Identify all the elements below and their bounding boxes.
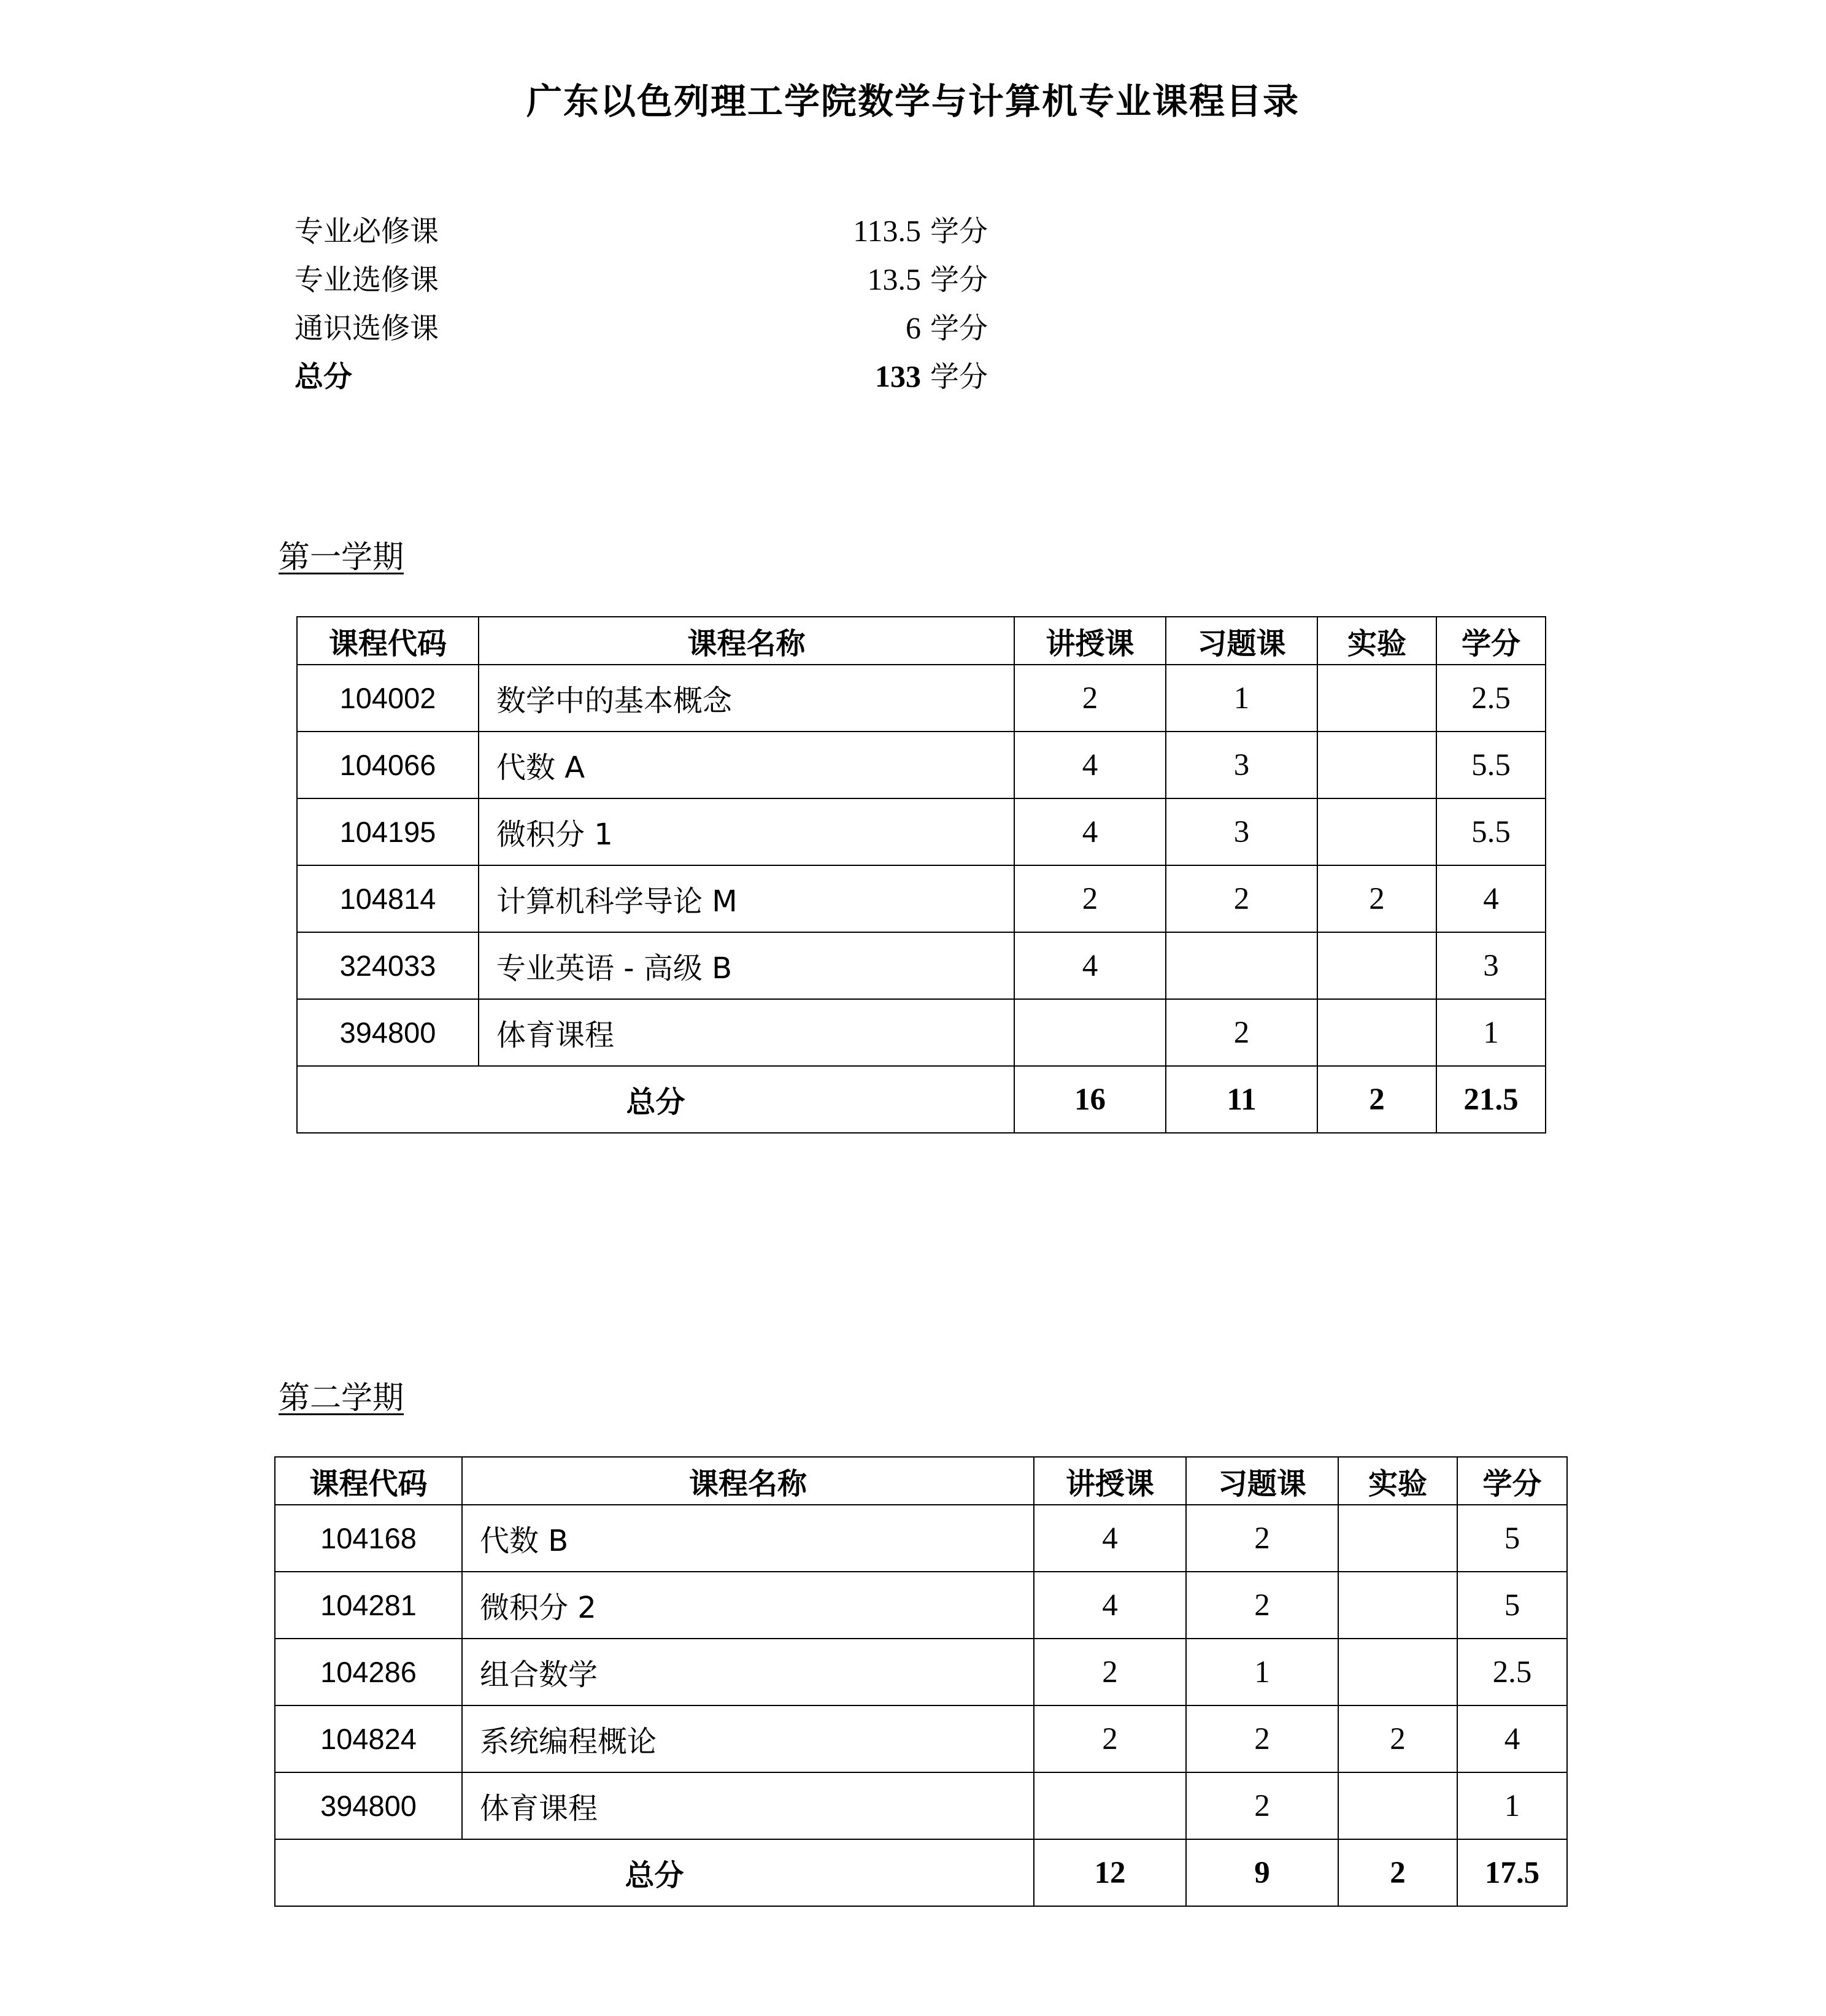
course-name: 代数 A: [479, 732, 1014, 798]
exercise-hours: 2: [1166, 999, 1317, 1066]
semester-2-table: [274, 1456, 1568, 1907]
lecture-hours: [1034, 1772, 1186, 1839]
course-credit: 1: [1436, 999, 1546, 1066]
lecture-hours: 4: [1034, 1572, 1186, 1639]
summary-label: 专业必修课: [295, 215, 439, 249]
summary-value: [906, 306, 988, 347]
table-row: [297, 865, 1546, 932]
header-lecture: 讲授课: [1034, 1457, 1186, 1505]
exercise-hours: [1166, 932, 1317, 999]
table-header-row: [275, 1457, 1567, 1505]
course-name: 系统编程概论: [462, 1705, 1034, 1772]
lab-hours: [1317, 665, 1436, 732]
course-credit: 3: [1436, 932, 1546, 999]
lab-hours: [1338, 1639, 1457, 1705]
credit-summary: [295, 209, 988, 403]
course-name: 专业英语 - 高级 B: [479, 932, 1014, 999]
exercise-hours: 2: [1186, 1572, 1338, 1639]
course-code: 104281: [275, 1572, 462, 1639]
course-code: 394800: [275, 1772, 462, 1839]
course-name: 代数 B: [462, 1505, 1034, 1572]
summary-row-total: [295, 354, 988, 403]
lab-hours: [1338, 1572, 1457, 1639]
table-row: [297, 665, 1546, 732]
semester-1-heading: 第一学期: [279, 539, 404, 576]
table-row: [275, 1572, 1567, 1639]
course-credit: 5.5: [1436, 798, 1546, 865]
lecture-hours: 2: [1014, 665, 1166, 732]
course-credit: 4: [1457, 1705, 1567, 1772]
exercise-hours: 2: [1186, 1772, 1338, 1839]
summary-number: 13.5: [867, 262, 922, 296]
lecture-hours: 4: [1014, 732, 1166, 798]
header-lecture: 讲授课: [1014, 617, 1166, 665]
table-row: [297, 732, 1546, 798]
summary-row-elective: [295, 257, 988, 306]
course-code: 104002: [297, 665, 479, 732]
course-code: 104168: [275, 1505, 462, 1572]
table-row: [275, 1705, 1567, 1772]
exercise-hours: 2: [1186, 1505, 1338, 1572]
summary-number: 113.5: [853, 214, 922, 248]
course-code: 104286: [275, 1639, 462, 1705]
lecture-hours: 2: [1034, 1639, 1186, 1705]
lab-hours: [1338, 1505, 1457, 1572]
semester-1-table: [296, 616, 1546, 1134]
lecture-hours: 4: [1034, 1505, 1186, 1572]
lab-hours: [1317, 732, 1436, 798]
header-credit: 学分: [1436, 617, 1546, 665]
lab-hours: [1317, 999, 1436, 1066]
course-credit: 1: [1457, 1772, 1567, 1839]
lecture-hours: 4: [1014, 798, 1166, 865]
summary-value: [853, 209, 988, 250]
header-exercise: 习题课: [1166, 617, 1317, 665]
course-code: 324033: [297, 932, 479, 999]
summary-unit: 学分: [930, 360, 988, 394]
lecture-hours: 4: [1014, 932, 1166, 999]
course-name: 组合数学: [462, 1639, 1034, 1705]
course-code: 104814: [297, 865, 479, 932]
exercise-hours: 2: [1166, 865, 1317, 932]
course-code: 394800: [297, 999, 479, 1066]
table-row: [297, 999, 1546, 1066]
header-credit: 学分: [1457, 1457, 1567, 1505]
total-row: [275, 1839, 1567, 1906]
total-credit: 21.5: [1436, 1066, 1546, 1133]
total-lab: 2: [1338, 1839, 1457, 1906]
total-row: [297, 1066, 1546, 1133]
summary-label: 通识选修课: [295, 312, 439, 346]
header-code: 课程代码: [297, 617, 479, 665]
exercise-hours: 1: [1186, 1639, 1338, 1705]
table-row: [297, 932, 1546, 999]
summary-number: 6: [906, 311, 922, 345]
total-exercise: 11: [1166, 1066, 1317, 1133]
summary-label: 总分: [295, 360, 352, 394]
lab-hours: [1317, 798, 1436, 865]
summary-unit: 学分: [930, 263, 988, 297]
summary-number: 133: [875, 359, 922, 393]
exercise-hours: 3: [1166, 798, 1317, 865]
course-credit: 2.5: [1436, 665, 1546, 732]
lecture-hours: 2: [1014, 865, 1166, 932]
total-exercise: 9: [1186, 1839, 1338, 1906]
course-code: 104824: [275, 1705, 462, 1772]
exercise-hours: 3: [1166, 732, 1317, 798]
course-credit: 5: [1457, 1572, 1567, 1639]
header-name: 课程名称: [479, 617, 1014, 665]
header-code: 课程代码: [275, 1457, 462, 1505]
summary-value: [868, 257, 988, 298]
course-name: 数学中的基本概念: [479, 665, 1014, 732]
lecture-hours: 2: [1034, 1705, 1186, 1772]
table-row: [275, 1639, 1567, 1705]
lab-hours: [1338, 1772, 1457, 1839]
header-exercise: 习题课: [1186, 1457, 1338, 1505]
exercise-hours: 1: [1166, 665, 1317, 732]
page-title: 广东以色列理工学院数学与计算机专业课程目录: [526, 80, 1300, 122]
table-header-row: [297, 617, 1546, 665]
header-lab: 实验: [1338, 1457, 1457, 1505]
total-lab: 2: [1317, 1066, 1436, 1133]
summary-unit: 学分: [930, 215, 988, 249]
lab-hours: [1317, 932, 1436, 999]
exercise-hours: 2: [1186, 1705, 1338, 1772]
course-name: 体育课程: [479, 999, 1014, 1066]
course-name: 体育课程: [462, 1772, 1034, 1839]
course-name: 计算机科学导论 M: [479, 865, 1014, 932]
total-credit: 17.5: [1457, 1839, 1567, 1906]
course-credit: 5.5: [1436, 732, 1546, 798]
lecture-hours: [1014, 999, 1166, 1066]
lab-hours: 2: [1317, 865, 1436, 932]
semester-2-heading: 第二学期: [279, 1380, 404, 1416]
summary-unit: 学分: [930, 312, 988, 346]
course-name: 微积分 1: [479, 798, 1014, 865]
total-label: 总分: [275, 1839, 1034, 1906]
course-code: 104066: [297, 732, 479, 798]
course-credit: 2.5: [1457, 1639, 1567, 1705]
table-row: [297, 798, 1546, 865]
course-credit: 4: [1436, 865, 1546, 932]
header-lab: 实验: [1317, 617, 1436, 665]
total-lecture: 16: [1014, 1066, 1166, 1133]
table-row: [275, 1505, 1567, 1572]
header-name: 课程名称: [462, 1457, 1034, 1505]
summary-label: 专业选修课: [295, 263, 439, 297]
course-name: 微积分 2: [462, 1572, 1034, 1639]
summary-row-general: [295, 306, 988, 354]
summary-value: [875, 354, 988, 395]
table-row: [275, 1772, 1567, 1839]
lab-hours: 2: [1338, 1705, 1457, 1772]
summary-row-required: [295, 209, 988, 257]
course-credit: 5: [1457, 1505, 1567, 1572]
total-lecture: 12: [1034, 1839, 1186, 1906]
course-code: 104195: [297, 798, 479, 865]
total-label: 总分: [297, 1066, 1014, 1133]
